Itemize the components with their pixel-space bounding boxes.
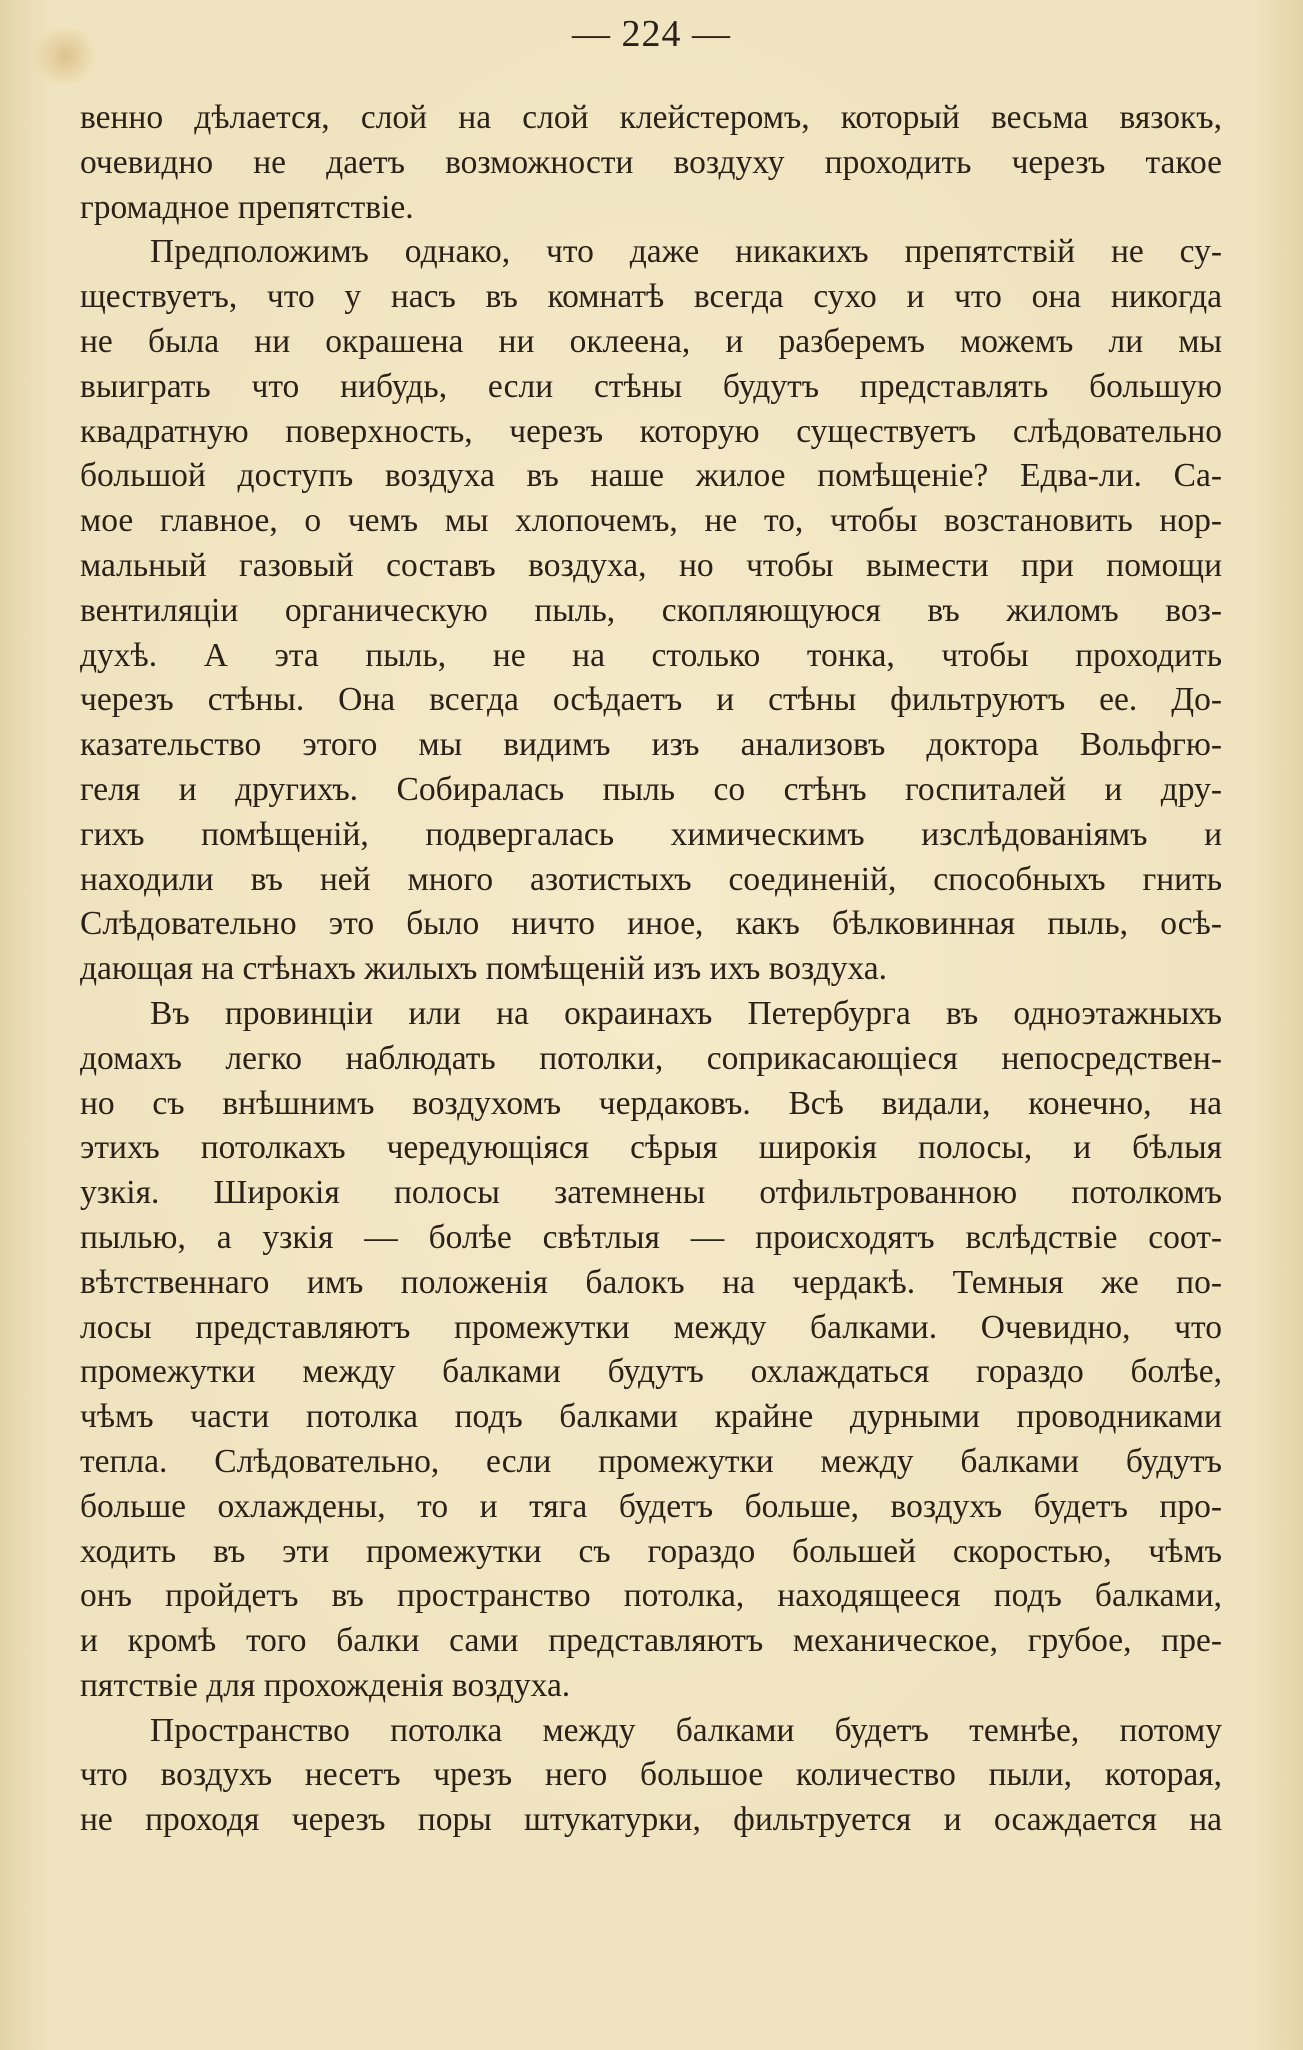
text-line: тепла. Слѣдовательно, если промежутки между балками будутъ — [80, 1442, 1222, 1480]
text-line: чѣмъ части потолка подъ балками крайне дурными проводниками — [80, 1398, 1222, 1436]
text-line: онъ пройдетъ въ пространство потолка, находящееся подъ балками, — [80, 1577, 1222, 1615]
text-line: большой доступъ воздуха въ наше жилое помѣщеніе? Едва-ли. Са- — [80, 457, 1222, 495]
text-line: узкія. Широкія полосы затемнены отфильтрованною потолкомъ — [80, 1174, 1222, 1212]
text-line: очевидно не даетъ возможности воздуху проходить черезъ такое — [80, 143, 1222, 181]
text-line: что воздухъ несетъ чрезъ него большое количество пыли, которая, — [80, 1756, 1222, 1794]
text-line: выиграть что нибудь, если стѣны будутъ представлять большую — [80, 367, 1222, 405]
page-number: — 224 — — [572, 13, 731, 55]
text-line: вентиляціи органическую пыль, скопляющуюся въ жиломъ воз- — [80, 591, 1222, 629]
text-line: пылью, а узкія — болѣе свѣтлыя — происходятъ вслѣдствіе соот- — [80, 1218, 1222, 1256]
text-line: Пространство потолка между балками будетъ темнѣе, потому — [150, 1711, 1222, 1749]
paragraph — [80, 96, 1222, 230]
text-line: духѣ. А эта пыль, не на столько тонка, чтобы проходить — [80, 636, 1222, 674]
text-line: ходить въ эти промежутки съ гораздо большей скоростью, чѣмъ — [80, 1532, 1222, 1570]
text-line: и кромѣ того балки сами представляютъ механическое, грубое, пре- — [80, 1622, 1222, 1660]
paragraph — [80, 230, 1222, 992]
text-line: вѣтственнаго имъ положенія балокъ на чердакѣ. Темныя же по- — [80, 1263, 1222, 1301]
text-line: Предположимъ однако, что даже никакихъ препятствій не су- — [150, 233, 1222, 271]
text-line: больше охлаждены, то и тяга будетъ больше, воздухъ будетъ про- — [80, 1487, 1222, 1525]
text-line: мальный газовый составъ воздуха, но чтобы вымести при помощи — [80, 546, 1222, 584]
text-line: ществуетъ, что у насъ въ комнатѣ всегда сухо и что она никогда — [80, 278, 1222, 316]
text-line: геля и другихъ. Собиралась пыль со стѣнъ госпиталей и дру- — [80, 770, 1222, 808]
paragraph — [80, 992, 1222, 1709]
body-text — [80, 96, 1222, 1843]
text-line: квадратную поверхность, черезъ которую существуетъ слѣдовательно — [80, 412, 1222, 450]
text-line: домахъ легко наблюдать потолки, соприкасающіеся непосредствен- — [80, 1039, 1222, 1077]
text-line: мое главное, о чемъ мы хлопочемъ, не то, чтобы возстановить нор- — [80, 502, 1222, 540]
text-line: казательство этого мы видимъ изъ анализовъ доктора Вольфгю- — [80, 726, 1222, 764]
text-line: не проходя черезъ поры штукатурки, фильтруется и осаждается на — [80, 1801, 1222, 1839]
text-line: пятствіе для прохожденія воздуха. — [80, 1666, 571, 1704]
text-line: находили въ ней много азотистыхъ соединеній, способныхъ гнить — [80, 860, 1222, 898]
paragraph — [80, 1709, 1222, 1843]
text-line: Въ провинціи или на окраинахъ Петербурга въ одноэтажныхъ — [150, 994, 1222, 1032]
text-line: черезъ стѣны. Она всегда осѣдаетъ и стѣны фильтруютъ ее. До- — [80, 681, 1222, 719]
text-line: не была ни окрашена ни оклеена, и разберемъ можемъ ли мы — [80, 322, 1222, 360]
text-line: гихъ помѣщеній, подвергалась химическимъ изслѣдованіямъ и — [80, 815, 1222, 853]
text-line: венно дѣлается, слой на слой клейстеромъ, который весьма вязокъ, — [80, 99, 1222, 136]
text-line: этихъ потолкахъ чередующіяся сѣрыя широкія полосы, и бѣлыя — [80, 1129, 1222, 1167]
text-line: дающая на стѣнахъ жилыхъ помѣщеній изъ ихъ воздуха. — [80, 950, 888, 988]
text-line: лосы представляютъ промежутки между балками. Очевидно, что — [80, 1308, 1222, 1346]
text-line: но съ внѣшнимъ воздухомъ чердаковъ. Всѣ видали, конечно, на — [80, 1084, 1222, 1122]
text-line: промежутки между балками будутъ охлаждаться гораздо болѣе, — [80, 1353, 1222, 1391]
text-line: громадное препятствіе. — [80, 188, 414, 226]
text-line: Слѣдовательно это было ничто иное, какъ бѣлковинная пыль, осѣ- — [80, 905, 1222, 943]
